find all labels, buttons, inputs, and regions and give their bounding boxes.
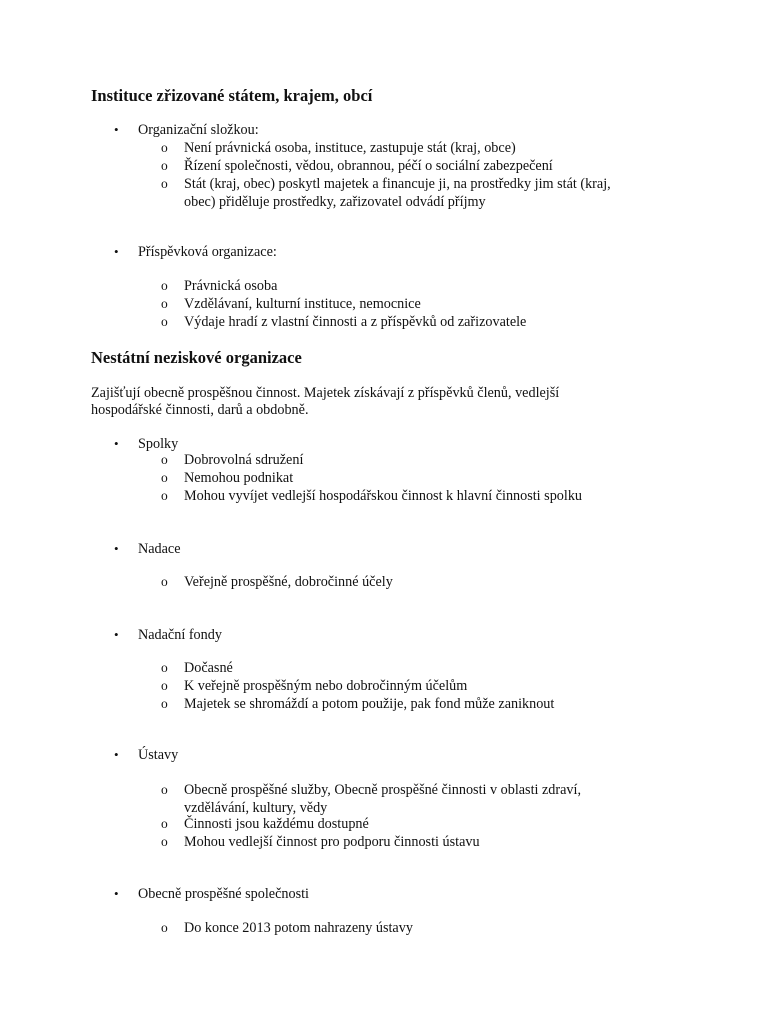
sub-bullet-icon: o xyxy=(161,314,168,329)
sub-item: Řízení společnosti, vědou, obrannou, péčí o sociální zabezpečení xyxy=(184,158,553,174)
sub-bullet-icon: o xyxy=(161,660,168,675)
sub-item: Mohou vedlejší činnost pro podporu činnosti ústavu xyxy=(184,834,480,850)
sub-item: Obecně prospěšné služby, Obecně prospěšné činnosti v oblasti zdraví, xyxy=(184,782,582,798)
sub-item-continuation: obec) přiděluje prostředky, zařizovatel odvádí příjmy xyxy=(184,194,486,210)
sub-item: Do konce 2013 potom nahrazeny ústavy xyxy=(184,920,413,936)
bullet-icon: • xyxy=(114,436,119,451)
sub-item: Veřejně prospěšné, dobročinné účely xyxy=(184,574,393,590)
bullet-icon: • xyxy=(114,627,119,642)
sub-item: Stát (kraj, obec) poskytl majetek a financuje ji, na prostředky jim stát (kraj, xyxy=(184,176,611,192)
sub-item: Dobrovolná sdružení xyxy=(184,452,304,468)
list-item-ustavy: Ústavy xyxy=(138,747,179,763)
sub-bullet-icon: o xyxy=(161,696,168,711)
sub-bullet-icon: o xyxy=(161,920,168,935)
sub-item: Právnická osoba xyxy=(184,278,278,294)
list-item-spolky: Spolky xyxy=(138,436,179,452)
sub-item: Nemohou podnikat xyxy=(184,470,294,486)
sub-bullet-icon: o xyxy=(161,296,168,311)
heading-nonprofit: Nestátní neziskové organizace xyxy=(91,348,302,367)
sub-bullet-icon: o xyxy=(161,834,168,849)
sub-bullet-icon: o xyxy=(161,158,168,173)
bullet-icon: • xyxy=(114,886,119,901)
sub-item: Činnosti jsou každému dostupné xyxy=(184,816,369,832)
sub-bullet-icon: o xyxy=(161,574,168,589)
sub-item: Majetek se shromáždí a potom použije, pak fond může zaniknout xyxy=(184,696,555,712)
sub-bullet-icon: o xyxy=(161,278,168,293)
heading-state-institutions: Instituce zřizované státem, krajem, obcí xyxy=(91,86,373,105)
list-item-nadace: Nadace xyxy=(138,541,181,557)
list-item-ops: Obecně prospěšné společnosti xyxy=(138,886,309,902)
sub-item: Vzdělávaní, kulturní instituce, nemocnice xyxy=(184,296,421,312)
sub-item-continuation: vzdělávání, kultury, vědy xyxy=(184,800,328,816)
bullet-icon: • xyxy=(114,244,119,259)
bullet-icon: • xyxy=(114,122,119,137)
sub-item: Není právnická osoba, instituce, zastupuje stát (kraj, obce) xyxy=(184,140,516,156)
sub-item: Dočasné xyxy=(184,660,233,676)
sub-item: Mohou vyvíjet vedlejší hospodářskou činnost k hlavní činnosti spolku xyxy=(184,488,583,504)
sub-bullet-icon: o xyxy=(161,452,168,467)
sub-item: Výdaje hradí z vlastní činnosti a z příspěvků od zařizovatele xyxy=(184,314,527,330)
sub-bullet-icon: o xyxy=(161,488,168,503)
list-item-prispevkova: Příspěvková organizace: xyxy=(138,244,277,260)
bullet-icon: • xyxy=(114,541,119,556)
sub-bullet-icon: o xyxy=(161,816,168,831)
sub-bullet-icon: o xyxy=(161,140,168,155)
sub-item: K veřejně prospěšným nebo dobročinným účelům xyxy=(184,678,468,694)
sub-bullet-icon: o xyxy=(161,678,168,693)
sub-bullet-icon: o xyxy=(161,782,168,797)
sub-bullet-icon: o xyxy=(161,176,168,191)
bullet-icon: • xyxy=(114,747,119,762)
sub-bullet-icon: o xyxy=(161,470,168,485)
list-item-nadacni-fondy: Nadační fondy xyxy=(138,627,222,643)
intro-paragraph-line: Zajišťují obecně prospěšnou činnost. Majetek získávají z příspěvků členů, vedlejší xyxy=(91,385,560,401)
list-item-org-slozka: Organizační složkou: xyxy=(138,122,259,138)
intro-paragraph-line: hospodářské činnosti, darů a obdobně. xyxy=(91,402,309,418)
